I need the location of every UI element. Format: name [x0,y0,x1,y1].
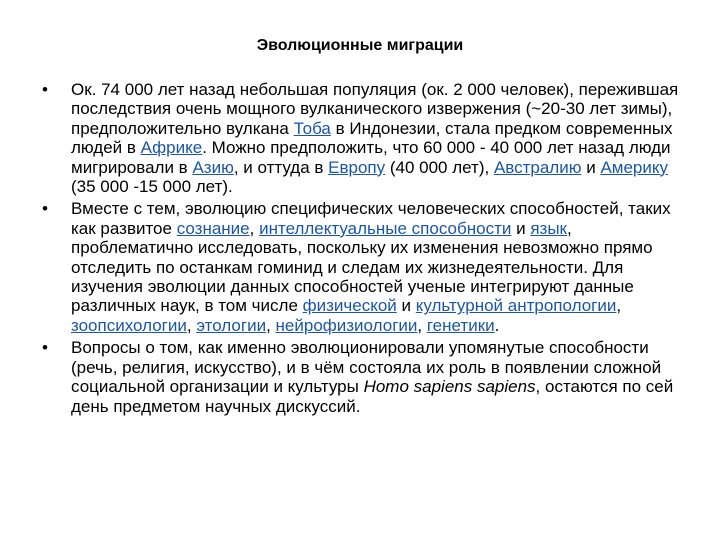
bullet-text: , остаются по сей день предметом научных дискуссий. [71,377,674,416]
bullet-text: (35 000 -15 000 лет). [71,177,233,197]
bullet-text: и [511,218,531,238]
bullet-text: . [494,315,500,335]
bullet-text: , [417,315,427,335]
link-europe[interactable]: Европу [328,157,386,177]
species-name: Homo sapiens sapiens [363,377,536,397]
bullet-text: , [186,315,197,335]
bullet-text: , [616,296,622,316]
bullet-list [40,80,680,419]
link-consciousness[interactable]: сознание [176,218,250,238]
link-asia[interactable]: Азию [192,157,234,177]
link-australia[interactable]: Австралию [493,157,582,177]
bullet-text: , проблематично исследовать, поскольку их изменения невозможно прямо отследить по останкам гоминид и следам их жизнедеятельности. Для изучения эволюции данных способностей ученые интегрируют данные различных наук, в том числе [71,218,653,316]
bullet-text: , и оттуда в [233,157,329,177]
bullet-text: Ок. 74 000 лет назад небольшая популяция (ок. 2 000 человек), пережившая последствия очень мощного вулканического извержения (~20-30 лет зимы), предположительно вулкана [71,80,679,138]
link-genetics[interactable]: генетики [426,315,495,335]
bullet-text: и [581,157,601,177]
bullet-text: и [396,296,416,316]
link-physical[interactable]: физической [302,296,397,316]
link-neurophysiology[interactable]: нейрофизиологии [275,315,418,335]
bullet-text: , [266,315,276,335]
bullet-text: , [249,218,260,238]
link-zoopsychology[interactable]: зоопсихологии [71,315,187,335]
bullet-item-migration [40,80,680,196]
link-america[interactable]: Америку [600,157,668,177]
bullet-text: Вопросы о том, как именно эволюционировали упомянутые способности (речь, религия, искусство), и в чём состояла их роль в появлении сложной социальной организации и культуры [71,338,662,397]
bullet-text: в Индонезии, стала предком современных людей в [71,118,673,158]
link-cultural-anthropology[interactable]: культурной антропологии [415,296,617,316]
link-language[interactable]: язык [530,218,567,238]
bullet-item-questions [40,338,680,416]
link-intellectual-abilities[interactable]: интеллектуальные способности [259,218,512,238]
link-africa[interactable]: Африке [140,138,203,158]
bullet-item-abilities [40,199,680,335]
bullet-text: . Можно предположить, что 60 000 - 40 000 лет назад люди мигрировали в [71,138,671,177]
link-ethology[interactable]: этологии [196,315,267,335]
link-toba[interactable]: Тоба [293,118,331,138]
bullet-text: Вместе с тем, эволюцию специфических человеческих способностей, таких как развитое [71,199,671,238]
slide-title: Эволюционные миграции [256,37,464,54]
bullet-text: (40 000 лет), [385,157,494,177]
